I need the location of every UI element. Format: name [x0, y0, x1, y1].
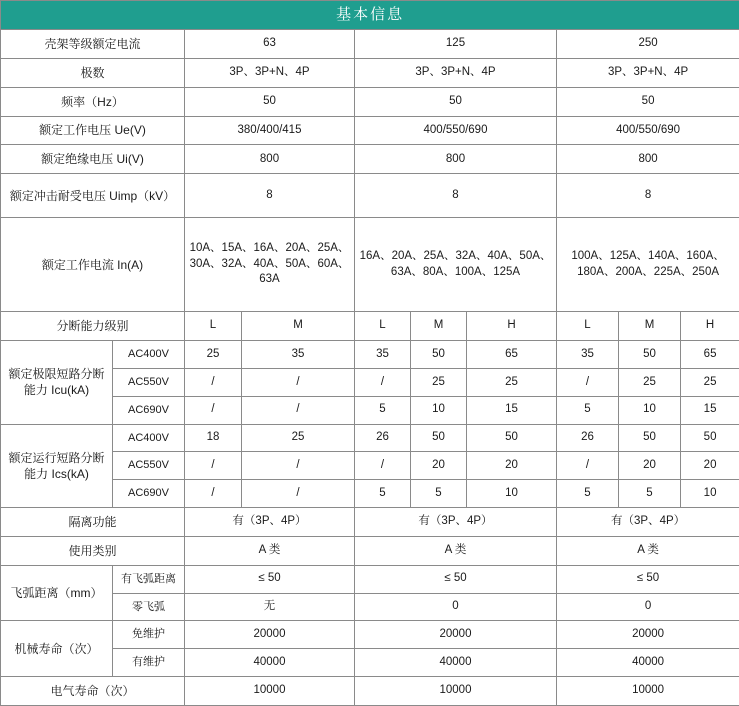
ics-ac690-250-h: 10 — [681, 480, 739, 508]
icu-voltage-ac690: AC690V — [113, 396, 185, 424]
ue-250: 400/550/690 — [557, 116, 739, 145]
arc-zero-125: 0 — [355, 593, 557, 621]
icu-ac400-125-l: 35 — [355, 341, 411, 369]
arc-with-label: 有飞弧距离 — [113, 565, 185, 593]
icu-ac690-250-h: 15 — [681, 396, 739, 424]
mech-maint-125: 40000 — [355, 649, 557, 677]
ics-ac690-250-l: 5 — [557, 480, 619, 508]
frame-rating-label: 壳架等级额定电流 — [1, 30, 185, 59]
ics-ac690-125-h: 10 — [467, 480, 557, 508]
ics-ac400-125-h: 50 — [467, 424, 557, 452]
table-row — [1, 145, 739, 174]
ics-ac690-63-m: / — [242, 480, 355, 508]
icu-ac690-125-m: 10 — [411, 396, 467, 424]
icu-ac690-250-l: 5 — [557, 396, 619, 424]
arc-with-125: ≤ 50 — [355, 565, 557, 593]
ics-ac400-125-m: 50 — [411, 424, 467, 452]
mech-free-63: 20000 — [185, 621, 355, 649]
isolation-63: 有（3P、4P） — [185, 508, 355, 537]
ics-ac690-63-l: / — [185, 480, 242, 508]
ui-250: 800 — [557, 145, 739, 174]
ui-125: 800 — [355, 145, 557, 174]
icu-ac550-250-l: / — [557, 368, 619, 396]
ics-ac690-125-m: 5 — [411, 480, 467, 508]
table-row — [1, 536, 739, 565]
icu-ac400-250-l: 35 — [557, 341, 619, 369]
mech-free-125: 20000 — [355, 621, 557, 649]
frequency-63: 50 — [185, 87, 355, 116]
table-row — [1, 312, 739, 341]
ics-ac400-125-l: 26 — [355, 424, 411, 452]
mechanical-life-label: 机械寿命（次） — [1, 621, 113, 677]
icu-ac400-125-m: 50 — [411, 341, 467, 369]
table-row — [1, 621, 739, 649]
icu-voltage-ac400: AC400V — [113, 341, 185, 369]
table-row — [1, 341, 739, 369]
ics-label: 额定运行短路分断能力 Ics(kA) — [1, 424, 113, 507]
breaking-class-250-h: H — [681, 312, 739, 341]
breaking-class-250-l: L — [557, 312, 619, 341]
frame-rating-250: 250 — [557, 30, 739, 59]
table-row — [1, 30, 739, 59]
icu-voltage-ac550: AC550V — [113, 368, 185, 396]
frequency-250: 50 — [557, 87, 739, 116]
table-row — [1, 565, 739, 593]
breaking-class-125-h: H — [467, 312, 557, 341]
rated-current-63: 10A、15A、16A、20A、25A、30A、32A、40A、50A、60A、63A — [185, 218, 355, 312]
frequency-125: 50 — [355, 87, 557, 116]
elec-life-63: 10000 — [185, 677, 355, 706]
icu-ac690-63-l: / — [185, 396, 242, 424]
rated-current-125: 16A、20A、25A、32A、40A、50A、63A、80A、100A、125A — [355, 218, 557, 312]
breaking-class-label: 分断能力级别 — [1, 312, 185, 341]
table-row — [1, 116, 739, 145]
icu-ac550-63-l: / — [185, 368, 242, 396]
arc-with-63: ≤ 50 — [185, 565, 355, 593]
icu-ac550-125-l: / — [355, 368, 411, 396]
icu-ac400-63-l: 25 — [185, 341, 242, 369]
table-row — [1, 174, 739, 218]
uimp-125: 8 — [355, 174, 557, 218]
poles-125: 3P、3P+N、4P — [355, 58, 557, 87]
icu-ac690-125-l: 5 — [355, 396, 411, 424]
poles-250: 3P、3P+N、4P — [557, 58, 739, 87]
ics-ac690-125-l: 5 — [355, 480, 411, 508]
icu-ac550-63-m: / — [242, 368, 355, 396]
arc-zero-63: 无 — [185, 593, 355, 621]
frame-rating-125: 125 — [355, 30, 557, 59]
ics-voltage-ac690: AC690V — [113, 480, 185, 508]
maintenance-free-label: 免维护 — [113, 621, 185, 649]
rated-current-250: 100A、125A、140A、160A、180A、200A、225A、250A — [557, 218, 739, 312]
breaking-class-63-m: M — [242, 312, 355, 341]
arc-zero-label: 零飞弧 — [113, 593, 185, 621]
ics-ac550-250-h: 20 — [681, 452, 739, 480]
ics-ac400-63-l: 18 — [185, 424, 242, 452]
isolation-label: 隔离功能 — [1, 508, 185, 537]
elec-life-250: 10000 — [557, 677, 739, 706]
with-maintenance-label: 有维护 — [113, 649, 185, 677]
poles-label: 极数 — [1, 58, 185, 87]
icu-label: 额定极限短路分断能力 Icu(kA) — [1, 341, 113, 424]
utilization-250: A 类 — [557, 536, 739, 565]
icu-ac550-250-h: 25 — [681, 368, 739, 396]
breaking-class-125-m: M — [411, 312, 467, 341]
table-title-row — [1, 1, 739, 30]
icu-ac550-250-m: 25 — [619, 368, 681, 396]
ics-ac550-125-m: 20 — [411, 452, 467, 480]
breaking-class-125-l: L — [355, 312, 411, 341]
ics-ac550-125-h: 20 — [467, 452, 557, 480]
ue-125: 400/550/690 — [355, 116, 557, 145]
ics-ac550-63-l: / — [185, 452, 242, 480]
ics-ac400-250-h: 50 — [681, 424, 739, 452]
icu-ac400-63-m: 35 — [242, 341, 355, 369]
uimp-63: 8 — [185, 174, 355, 218]
icu-ac550-125-m: 25 — [411, 368, 467, 396]
ics-ac690-250-m: 5 — [619, 480, 681, 508]
mech-maint-250: 40000 — [557, 649, 739, 677]
frame-rating-63: 63 — [185, 30, 355, 59]
page-title: 基本信息 — [1, 1, 739, 30]
isolation-250: 有（3P、4P） — [557, 508, 739, 537]
icu-ac400-250-h: 65 — [681, 341, 739, 369]
ui-63: 800 — [185, 145, 355, 174]
arc-zero-250: 0 — [557, 593, 739, 621]
ics-ac550-250-l: / — [557, 452, 619, 480]
ics-ac400-250-m: 50 — [619, 424, 681, 452]
rated-working-voltage-label: 额定工作电压 Ue(V) — [1, 116, 185, 145]
utilization-63: A 类 — [185, 536, 355, 565]
breaking-class-250-m: M — [619, 312, 681, 341]
icu-ac400-250-m: 50 — [619, 341, 681, 369]
table-row — [1, 508, 739, 537]
icu-ac550-125-h: 25 — [467, 368, 557, 396]
icu-ac690-125-h: 15 — [467, 396, 557, 424]
table-row — [1, 677, 739, 706]
impulse-voltage-label: 额定冲击耐受电压 Uimp（kV） — [1, 174, 185, 218]
utilization-125: A 类 — [355, 536, 557, 565]
rated-insulation-voltage-label: 额定绝缘电压 Ui(V) — [1, 145, 185, 174]
arc-distance-label: 飞弧距离（mm） — [1, 565, 113, 621]
breaking-class-63-l: L — [185, 312, 242, 341]
ue-63: 380/400/415 — [185, 116, 355, 145]
ics-ac400-250-l: 26 — [557, 424, 619, 452]
icu-ac400-125-h: 65 — [467, 341, 557, 369]
ics-ac550-125-l: / — [355, 452, 411, 480]
icu-ac690-63-m: / — [242, 396, 355, 424]
mech-maint-63: 40000 — [185, 649, 355, 677]
ics-ac550-250-m: 20 — [619, 452, 681, 480]
icu-ac690-250-m: 10 — [619, 396, 681, 424]
elec-life-125: 10000 — [355, 677, 557, 706]
rated-current-label: 额定工作电流 In(A) — [1, 218, 185, 312]
ics-voltage-ac550: AC550V — [113, 452, 185, 480]
ics-ac400-63-m: 25 — [242, 424, 355, 452]
table-row — [1, 58, 739, 87]
table-row — [1, 87, 739, 116]
ics-ac550-63-m: / — [242, 452, 355, 480]
frequency-label: 频率（Hz） — [1, 87, 185, 116]
table-row — [1, 424, 739, 452]
utilization-category-label: 使用类别 — [1, 536, 185, 565]
ics-voltage-ac400: AC400V — [113, 424, 185, 452]
isolation-125: 有（3P、4P） — [355, 508, 557, 537]
arc-with-250: ≤ 50 — [557, 565, 739, 593]
uimp-250: 8 — [557, 174, 739, 218]
electrical-life-label: 电气寿命（次） — [1, 677, 185, 706]
table-row — [1, 218, 739, 312]
mech-free-250: 20000 — [557, 621, 739, 649]
poles-63: 3P、3P+N、4P — [185, 58, 355, 87]
